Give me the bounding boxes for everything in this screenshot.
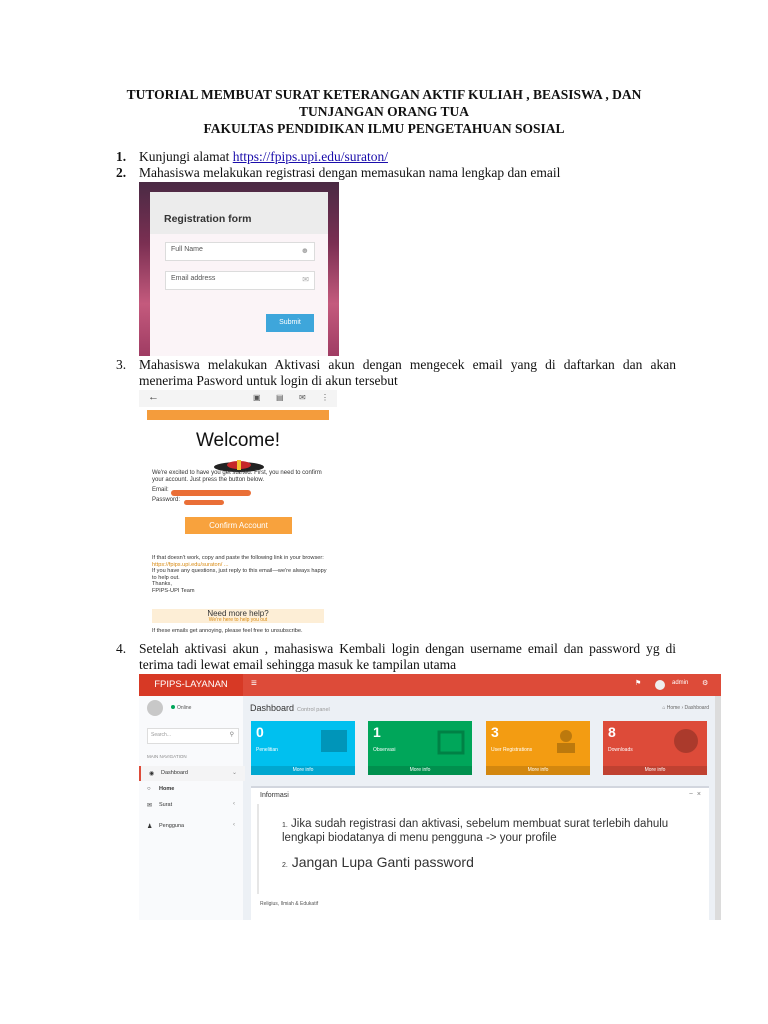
fullname-placeholder: Full Name [171, 246, 203, 253]
info-item-2 [282, 854, 474, 870]
step-number: 4. [116, 641, 127, 656]
welcome-heading: Welcome! [195, 430, 281, 451]
stat-value: 3 [491, 724, 499, 740]
thanks-text: Thanks, [152, 581, 172, 588]
scrollbar[interactable] [715, 696, 721, 920]
submit-button[interactable]: Submit [266, 314, 314, 332]
user-avatar[interactable] [655, 680, 665, 690]
nav-header: MAIN NAVIGATION [147, 754, 187, 759]
redaction-mark [184, 500, 224, 505]
intro-text: We're excited to have you get started. First, you need to confirm your account. Just press the button below. [152, 470, 322, 483]
email-toolbar [139, 390, 337, 407]
stat-value: 1 [373, 724, 381, 740]
box-controls[interactable]: − × [688, 791, 701, 798]
search-icon[interactable]: ⚲ [229, 732, 234, 738]
footer-tagline: Religius, Ilmiah & Edukatif [260, 901, 319, 907]
info-box [251, 786, 709, 920]
step-number: 1. [116, 149, 127, 164]
info-panel [257, 804, 699, 894]
email-header-bar [147, 410, 329, 420]
back-arrow-icon[interactable]: ← [148, 391, 159, 403]
user-plus-icon [554, 727, 584, 755]
activation-link[interactable]: https://fpips.upi.edu/suraton/ ... [152, 561, 229, 568]
newspaper-icon [319, 727, 349, 755]
step-text: Setelah aktivasi akun , mahasiswa Kembali login dengan username email dan password yg di terima tadi lewat email sehingga masuk ke tampilan utama [139, 641, 676, 672]
notification-icon[interactable]: ⚑ [635, 680, 642, 687]
delete-icon[interactable]: ▤ [276, 393, 284, 402]
avatar [147, 700, 163, 716]
title-line-2: TUNJANGAN ORANG TUA [298, 104, 469, 119]
activation-email-screenshot [139, 390, 337, 638]
sidebar [139, 696, 243, 920]
document-title [0, 86, 768, 137]
step-2 [116, 165, 676, 181]
item-text: Jangan Lupa Ganti password [291, 854, 474, 870]
sidebar-item-label: Dashboard [161, 770, 188, 776]
sidebar-item-surat[interactable] [139, 798, 243, 813]
password-label: Password: [152, 497, 181, 503]
more-info-link[interactable]: More info [603, 766, 707, 775]
envelope-icon: ✉ [302, 275, 309, 284]
breadcrumb-home[interactable]: Home [666, 705, 681, 711]
redaction-mark [171, 490, 251, 496]
more-info-link[interactable]: More info [486, 766, 590, 775]
title-line-3: FAKULTAS PENDIDIKAN ILMU PENGETAHUAN SOSIAL [203, 121, 565, 136]
search-input[interactable] [147, 728, 239, 744]
username[interactable]: admin [672, 680, 689, 686]
main-content [243, 696, 721, 920]
step-text: Mahasiswa melakukan registrasi dengan memasukan nama lengkap dan email [139, 165, 561, 180]
email-label: Email: [152, 487, 169, 493]
stat-label: Downloads [608, 747, 633, 753]
email-intro [152, 470, 332, 504]
suraton-link[interactable]: https://fpips.upi.edu/suraton/ [232, 149, 388, 164]
page-title [250, 703, 330, 713]
stat-value: 0 [256, 724, 264, 740]
info-item-1 [282, 818, 682, 845]
step-number: 2. [116, 165, 127, 180]
search-placeholder: Search... [151, 732, 172, 738]
sidebar-item-home[interactable] [139, 782, 243, 797]
sidebar-item-label: Pengguna [159, 823, 185, 829]
help-title: Need more help? [207, 609, 269, 618]
unsubscribe-text: If these emails get annoying, please feel free to unsubscribe. [152, 628, 303, 634]
dashboard-icon: ◉ [149, 771, 155, 777]
page-title-text: Dashboard [250, 703, 295, 713]
archive-icon[interactable]: ▣ [253, 393, 261, 402]
item-number: 2. [282, 862, 288, 869]
top-navbar [139, 674, 721, 696]
step-text: Mahasiswa melakukan Aktivasi akun dengan mengecek email yang di daftarkan dan akan menerima Pasword untuk login di akun tersebut [139, 357, 676, 388]
email-placeholder: Email address [171, 275, 216, 282]
email-field[interactable] [165, 271, 315, 290]
more-icon[interactable]: ⋮ [321, 393, 329, 402]
stat-label: User Registrations [491, 747, 533, 753]
sidebar-item-label: Surat [159, 802, 173, 808]
online-status [171, 705, 191, 711]
step-4 [116, 641, 676, 673]
registration-form-screenshot [139, 182, 339, 356]
step-1 [116, 149, 676, 165]
fallback-text: If that doesn't work, copy and paste the following link in your browser: [152, 555, 324, 561]
sidebar-item-pengguna[interactable] [139, 819, 243, 834]
calendar-icon [436, 727, 466, 755]
step-text: Kunjungi alamat [139, 149, 233, 164]
team-text: FPIPS-UPI Team [152, 587, 195, 594]
online-dot-icon [171, 705, 175, 709]
breadcrumb: ⌂ Home › Dashboard [662, 705, 709, 711]
item-text: Jika sudah registrasi dan aktivasi, sebelum membuat surat terlebih dahulu lengkapi biodatanya di menu pengguna -> your profile [282, 818, 669, 844]
email-fallback [152, 555, 328, 595]
mail-icon[interactable]: ✉ [299, 393, 306, 402]
stat-label: Penelitian [256, 747, 278, 753]
pie-chart-icon [671, 727, 701, 755]
stat-label: Observasi [373, 747, 396, 753]
page-subtitle: Control panel [297, 707, 330, 713]
stat-box-penelitian [251, 721, 355, 775]
user-icon: ♟ [147, 824, 153, 830]
hamburger-icon[interactable]: ≡ [251, 678, 257, 689]
registration-title: Registration form [164, 213, 252, 225]
stat-box-observasi [368, 721, 472, 775]
user-icon: ☻ [300, 246, 309, 255]
status-text: Online [177, 705, 192, 711]
breadcrumb-current: Dashboard [684, 705, 709, 711]
sidebar-item-label: Home [159, 786, 175, 792]
share-icon[interactable]: ⚙ [702, 680, 709, 687]
help-subtitle: We're here to help you out [208, 617, 268, 623]
chevron-left-icon: ‹ [233, 801, 235, 807]
dashboard-screenshot [139, 674, 721, 920]
questions-text: If you have any questions, just reply to this email—we're always happy to help out. [152, 568, 327, 581]
circle-icon: ○ [147, 786, 151, 792]
stat-value: 8 [608, 724, 616, 740]
registration-card [150, 192, 328, 356]
more-info-link[interactable]: More info [251, 766, 355, 775]
title-line-1: TUTORIAL MEMBUAT SURAT KETERANGAN AKTIF KULIAH , BEASISWA , DAN [126, 87, 642, 102]
fullname-field[interactable] [165, 242, 315, 261]
more-info-link[interactable]: More info [368, 766, 472, 775]
envelope-icon: ✉ [147, 803, 153, 809]
registration-header [150, 192, 328, 234]
confirm-account-button[interactable]: Confirm Account [185, 517, 292, 534]
step-3 [116, 357, 676, 389]
help-box [152, 609, 324, 623]
chevron-left-icon: ‹ [233, 822, 235, 828]
chevron-down-icon: ⌄ [231, 770, 237, 776]
info-title: Informasi [260, 792, 289, 799]
brand-logo[interactable]: FPIPS-LAYANAN [139, 674, 243, 696]
step-number: 3. [116, 357, 127, 372]
item-number: 1. [282, 822, 288, 829]
stat-box-downloads [603, 721, 707, 775]
stat-box-user-registrations [486, 721, 590, 775]
sidebar-item-dashboard[interactable] [139, 766, 245, 781]
